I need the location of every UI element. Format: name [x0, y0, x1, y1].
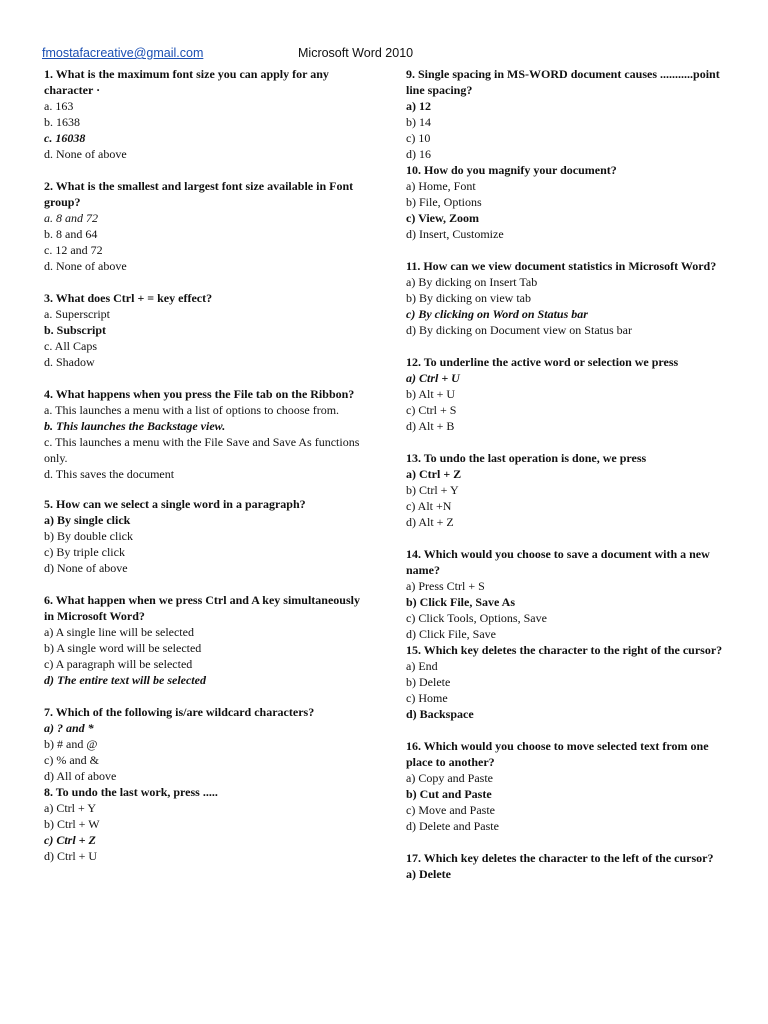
answer-option: c) Click Tools, Options, Save [406, 611, 547, 625]
answer-option: a) Press Ctrl + S [406, 579, 485, 593]
answer-option: b) File, Options [406, 195, 482, 209]
answer-option: d) None of above [44, 561, 128, 575]
answer-option: d) All of above [44, 769, 117, 783]
answer-option: b) Cut and Paste [406, 787, 492, 801]
answer-option: d. None of above [44, 147, 127, 161]
answer-option: d) The entire text will be selected [44, 673, 206, 687]
answer-option: a. This launches a menu with a list of options to choose from. [44, 403, 340, 417]
answer-option: a) By dicking on Insert Tab [406, 275, 538, 289]
question-text: 12. To underline the active word or selection we press [406, 355, 679, 369]
question-block [44, 496, 366, 576]
question-block [44, 784, 366, 864]
answer-option: d) Delete and Paste [406, 819, 499, 833]
answer-option: d) By dicking on Document view on Status bar [406, 323, 632, 337]
answer-option: c) Move and Paste [406, 803, 495, 817]
question-block [406, 850, 728, 882]
question-text: 10. How do you magnify your document? [406, 163, 617, 177]
question-text: 9. Single spacing in MS-WORD document causes ...........point line spacing? [406, 67, 720, 97]
answer-option: c) A paragraph will be selected [44, 657, 193, 671]
answer-option: c) Ctrl + Z [44, 833, 96, 847]
answer-option: d) Insert, Customize [406, 227, 504, 241]
answer-option: b. This launches the Backstage view. [44, 419, 226, 433]
right-column [406, 66, 728, 882]
question-text: 1. What is the maximum font size you can apply for any character · [44, 67, 329, 97]
answer-option: d) Alt + Z [406, 515, 454, 529]
answer-option: d. None of above [44, 259, 127, 273]
answer-option: c) Ctrl + S [406, 403, 457, 417]
answer-option: b) A single word will be selected [44, 641, 202, 655]
question-text: 14. Which would you choose to save a document with a new name? [406, 547, 710, 577]
question-text: 7. Which of the following is/are wildcard characters? [44, 705, 315, 719]
answer-option: d) Ctrl + U [44, 849, 98, 863]
question-text: 16. Which would you choose to move selected text from one place to another? [406, 739, 709, 769]
answer-option: c. This launches a menu with the File Save and Save As functions only. [44, 435, 360, 465]
question-block [406, 546, 728, 642]
question-text: 2. What is the smallest and largest font size available in Font group? [44, 179, 354, 209]
answer-option: a) Home, Font [406, 179, 476, 193]
answer-option: b) Ctrl + W [44, 817, 100, 831]
answer-option: a) End [406, 659, 438, 673]
question-text: 5. How can we select a single word in a paragraph? [44, 497, 306, 511]
answer-option: b) # and @ [44, 737, 98, 751]
answer-option: c) Home [406, 691, 448, 705]
question-block [44, 592, 366, 688]
answer-option: c. 12 and 72 [44, 243, 103, 257]
answer-option: c. All Caps [44, 339, 97, 353]
left-column [44, 66, 366, 864]
answer-option: a) ? and * [44, 721, 94, 735]
question-block [406, 258, 728, 338]
question-block [406, 354, 728, 434]
answer-option: c. 16038 [44, 131, 86, 145]
answer-option: d) 16 [406, 147, 431, 161]
answer-option: d) Click File, Save [406, 627, 496, 641]
question-block [44, 290, 366, 370]
question-block [406, 450, 728, 530]
answer-option: b) By dicking on view tab [406, 291, 531, 305]
question-text: 8. To undo the last work, press ..... [44, 785, 218, 799]
answer-option: a) By single click [44, 513, 131, 527]
question-text: 4. What happens when you press the File tab on the Ribbon? [44, 387, 355, 401]
answer-option: c) % and & [44, 753, 99, 767]
answer-option: b) Delete [406, 675, 451, 689]
question-text: 11. How can we view document statistics in Microsoft Word? [406, 259, 717, 273]
answer-option: b) Click File, Save As [406, 595, 516, 609]
answer-option: a. 8 and 72 [44, 211, 98, 225]
answer-option: b) By double click [44, 529, 133, 543]
author-email-link[interactable]: fmostafacreative@gmail.com [42, 46, 204, 60]
question-text: 6. What happen when we press Ctrl and A key simultaneously in Microsoft Word? [44, 593, 360, 623]
answer-option: a) Ctrl + U [406, 371, 460, 385]
answer-option: b) Alt + U [406, 387, 456, 401]
answer-option: a) Ctrl + Y [44, 801, 96, 815]
document-title: Microsoft Word 2010 [298, 46, 414, 60]
answer-option: c) View, Zoom [406, 211, 479, 225]
answer-option: a. Superscript [44, 307, 110, 321]
answer-option: c) By triple click [44, 545, 125, 559]
question-text: 3. What does Ctrl + = key effect? [44, 291, 213, 305]
answer-option: d. This saves the document [44, 467, 175, 481]
answer-option: d) Alt + B [406, 419, 455, 433]
answer-option: a) Copy and Paste [406, 771, 493, 785]
question-block [406, 162, 728, 242]
question-block [44, 386, 366, 482]
question-block [44, 704, 366, 784]
answer-option: d) Backspace [406, 707, 474, 721]
question-block [406, 738, 728, 834]
answer-option: a) 12 [406, 99, 431, 113]
answer-option: b. Subscript [44, 323, 107, 337]
answer-option: c) By clicking on Word on Status bar [406, 307, 588, 321]
answer-option: c) 10 [406, 131, 431, 145]
question-text: 17. Which key deletes the character to the left of the cursor? [406, 851, 714, 865]
answer-option: a. 163 [44, 99, 74, 113]
answer-option: a) Ctrl + Z [406, 467, 462, 481]
answer-option: d. Shadow [44, 355, 95, 369]
question-block [44, 178, 366, 274]
question-text: 13. To undo the last operation is done, we press [406, 451, 647, 465]
answer-option: c) Alt +N [406, 499, 452, 513]
question-block [44, 66, 366, 162]
answer-option: a) A single line will be selected [44, 625, 194, 639]
question-text: 15. Which key deletes the character to the right of the cursor? [406, 643, 723, 657]
answer-option: b) Ctrl + Y [406, 483, 459, 497]
question-block [406, 66, 728, 162]
question-block [406, 642, 728, 722]
answer-option: b) 14 [406, 115, 431, 129]
answer-option: b. 1638 [44, 115, 80, 129]
answer-option: a) Delete [406, 867, 451, 881]
answer-option: b. 8 and 64 [44, 227, 98, 241]
